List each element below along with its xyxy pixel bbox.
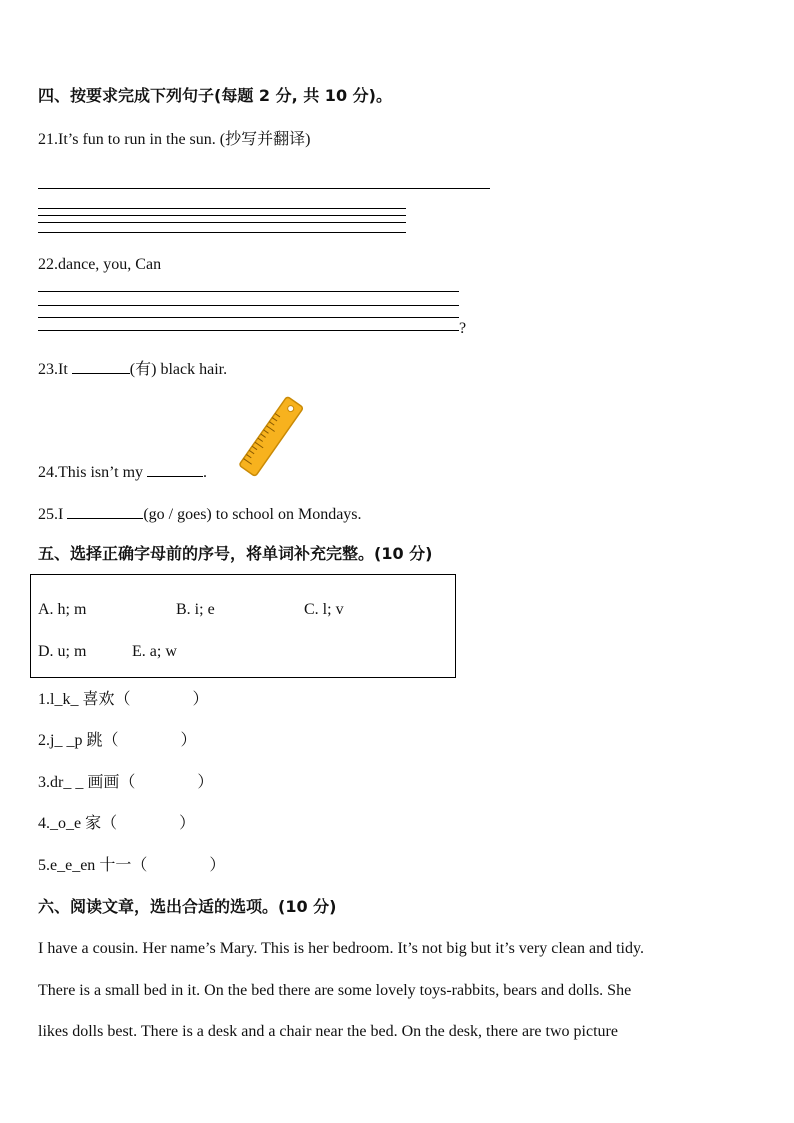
close-paren: ） [209,857,226,874]
answer-line[interactable] [38,215,406,216]
question-mark: ? [459,320,467,337]
question-text-after: (go / goes) to school on Mondays. [143,506,362,523]
word-meaning: 喜欢（ [82,691,131,708]
question-text-before: I [58,506,64,523]
option-e: E. a; w [132,643,177,660]
answer-line[interactable] [38,291,459,292]
question-number: 25. [38,506,58,523]
word-item-4 [38,814,195,834]
question-22 [38,255,161,275]
close-paren: ） [192,691,209,708]
word-item-3 [38,773,213,793]
close-paren: ） [179,815,196,832]
question-number: 23. [38,361,58,378]
question-text-before: It [58,361,68,378]
answer-line[interactable] [38,305,459,306]
question-25 [38,504,362,525]
word-meaning: 家（ [85,815,118,832]
fill-blank[interactable] [147,462,203,477]
question-23 [38,359,227,380]
option-a: A. h; m [38,601,87,618]
question-24 [38,462,207,483]
section-4-heading: 四、按要求完成下列句子(每题 2 分, 共 10 分)。 [38,86,392,105]
question-text: It’s fun to run in the sun. (抄写并翻译) [58,131,311,148]
passage-line: likes dolls best. There is a desk and a chair near the bed. On the desk, there are two picture [38,1023,618,1040]
question-text-after: (有) black hair. [129,361,228,378]
word-pattern: 5.e_e_en [38,857,96,874]
passage-line: I have a cousin. Her name’s Mary. This is her bedroom. It’s not big but it’s very clean and tidy. [38,940,644,957]
question-number: 24. [38,464,58,481]
section-5-heading: 五、选择正确字母前的序号，将单词补充完整。(10 分) [38,544,433,563]
options-box [30,574,456,678]
option-c: C. l; v [304,601,344,618]
word-meaning: 十一（ [99,857,148,874]
answer-line[interactable] [38,208,406,209]
section-6-heading: 六、阅读文章，选出合适的选项。(10 分) [38,897,337,916]
answer-line[interactable] [38,188,490,189]
question-number: 22. [38,256,58,273]
answer-line[interactable] [38,222,406,223]
word-pattern: 4._o_e [38,815,82,832]
option-b: B. i; e [176,601,215,618]
word-pattern: 3.dr_ _ [38,774,84,791]
ruler-icon [234,396,310,478]
word-pattern: 1.l_k_ [38,691,79,708]
question-number: 21. [38,131,58,148]
answer-line[interactable] [38,330,459,331]
word-pattern: 2.j_ _p [38,732,83,749]
close-paren: ） [197,774,214,791]
question-text-after: . [203,464,208,481]
answer-line[interactable] [38,232,406,233]
fill-blank[interactable] [72,359,130,374]
option-d: D. u; m [38,643,87,660]
word-item-5 [38,856,225,876]
word-meaning: 跳（ [86,732,119,749]
question-text: dance, you, Can [58,256,162,273]
word-item-2 [38,731,196,751]
fill-blank[interactable] [67,504,143,519]
close-paren: ） [180,732,197,749]
word-item-1 [38,690,208,710]
question-text-before: This isn’t my [58,464,144,481]
answer-line[interactable] [38,317,459,318]
passage-line: There is a small bed in it. On the bed there are some lovely toys-rabbits, bears and dolls. She [38,982,632,999]
word-meaning: 画画（ [87,774,136,791]
question-21 [38,130,310,150]
